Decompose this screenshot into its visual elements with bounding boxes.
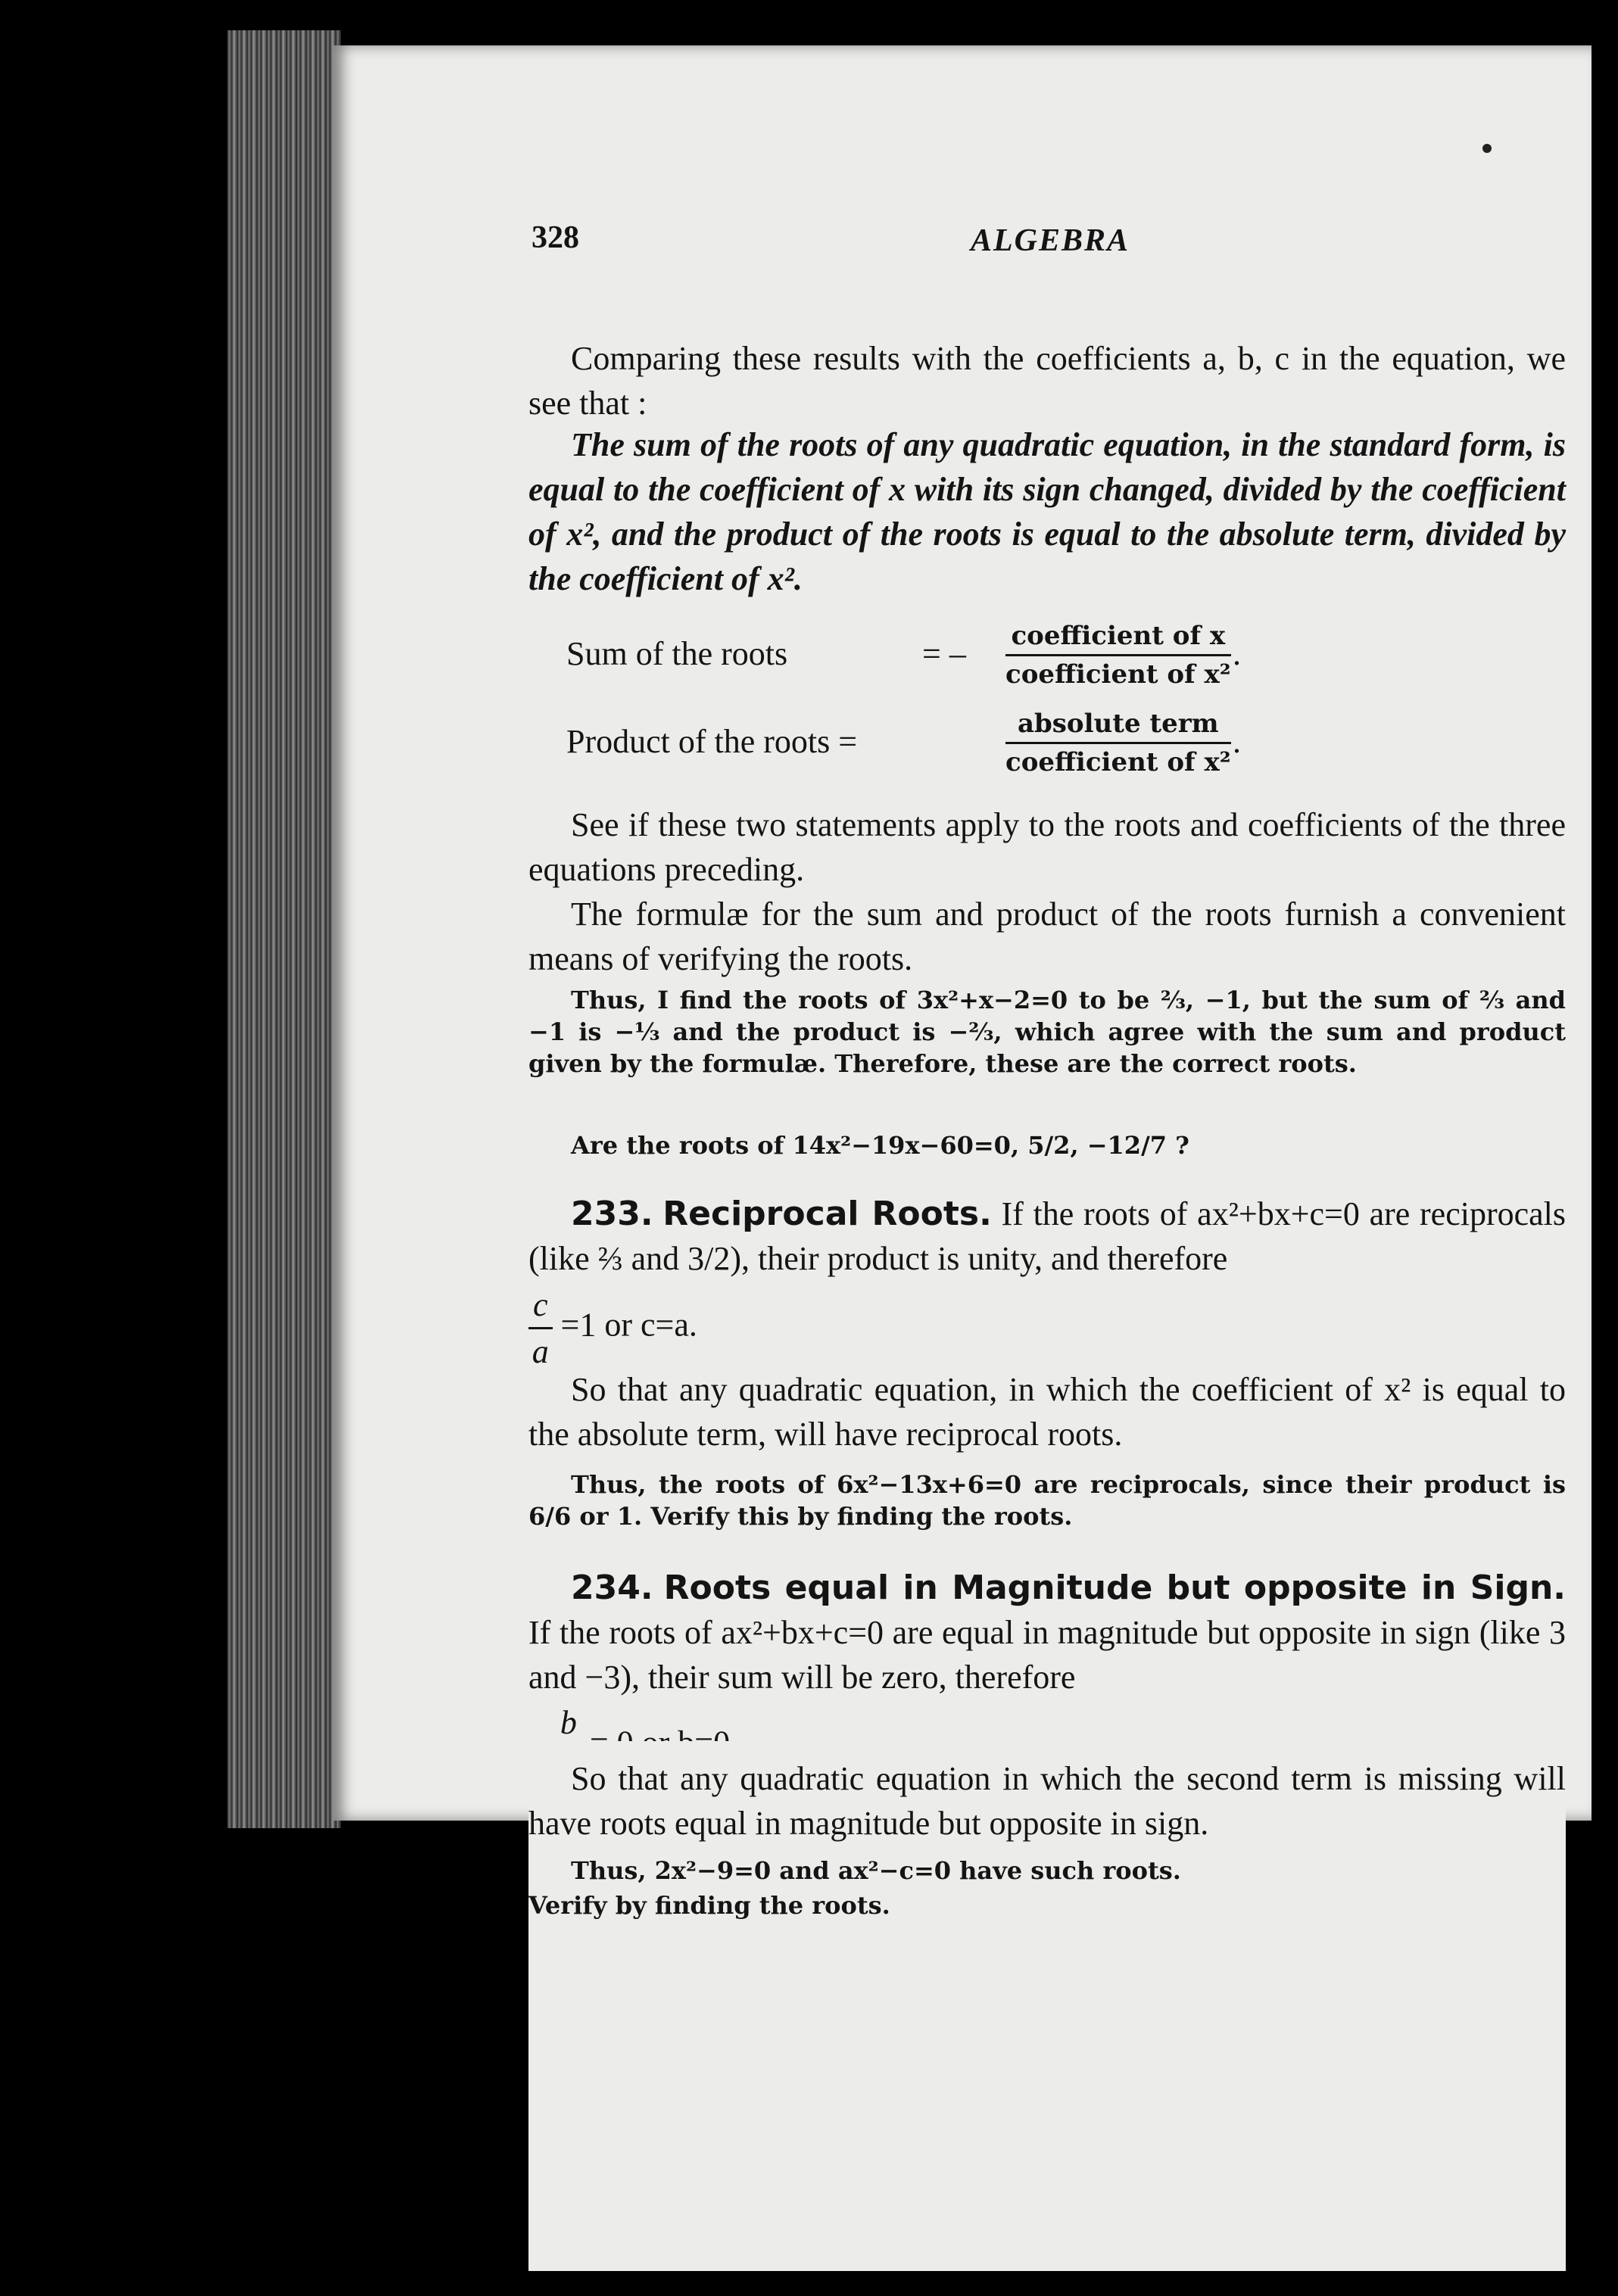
formulae-paragraph: The formulæ for the sum and product of the roots furnish a convenient means of verifying the roots. xyxy=(528,896,1566,977)
see-if-paragraph: See if these two statements apply to the roots and coefficients of the three equations preceding. xyxy=(528,806,1566,888)
intro-paragraph: Comparing these results with the coefficients a, b, c in the equation, we see that : xyxy=(528,340,1566,422)
section-234-number: 234. xyxy=(571,1569,653,1607)
page-number: 328 xyxy=(532,220,579,255)
section-233 xyxy=(528,1192,1566,1281)
section-233-number: 233. xyxy=(571,1195,653,1233)
section-233-text: If the roots of ax²+bx+c=0 are reciprocals (like ⅔ and 3/2), their product is unity, and therefore xyxy=(528,1195,1567,1277)
rule-statement: The sum of the roots of any quadratic equation, in the standard form, is equal to the coefficient of x with its sign changed, divided by the coefficient of x², and the product of the roots is equal to the absolute term, divided by the coefficient of x². xyxy=(528,426,1566,597)
sum-equals: = – xyxy=(922,635,966,672)
book-page xyxy=(333,45,1592,1821)
example-paragraph-2: Thus, the roots of 6x²−13x+6=0 are reciprocals, since their product is 6/6 or 1. Verify this by finding the roots. xyxy=(528,1470,1566,1531)
sum-numerator: coefficient of x xyxy=(1005,621,1231,656)
formula-sum xyxy=(566,621,1248,704)
sum-period: . xyxy=(1233,635,1241,672)
equation-c-over-a xyxy=(528,1285,697,1371)
book-edge xyxy=(227,30,341,1828)
formula-product xyxy=(566,709,1248,792)
product-label: Product of the roots = xyxy=(566,723,858,760)
example-paragraph-1: Thus, I find the roots of 3x²+x−2=0 to be ⅔, −1, but the sum of ⅔ and −1 is −⅓ and the product is −⅔, which agree with the sum and product given by the formulæ. Therefore, these are the correct roots. xyxy=(528,986,1566,1078)
sum-label: Sum of the roots xyxy=(566,635,788,672)
page-lower xyxy=(528,1741,1566,2271)
text-column xyxy=(528,45,1566,1821)
product-denominator: coefficient of x² xyxy=(1005,747,1231,777)
product-fraction xyxy=(1005,709,1231,777)
b-over-a-numerator: b xyxy=(556,1703,581,1747)
section-234-text: If the roots of ax²+bx+c=0 are equal in magnitude but opposite in sign (like 3 and −3), their sum will be zero, therefore xyxy=(528,1614,1566,1696)
c-over-a-fraction xyxy=(528,1285,553,1371)
section-234-heading: Roots equal in Magnitude but opposite in Sign. xyxy=(663,1569,1566,1607)
so-that-paragraph-1: So that any quadratic equation, in which the coefficient of x² is equal to the absolute term, will have reciprocal roots. xyxy=(528,1371,1566,1453)
c-over-a-tail: =1 or c=a. xyxy=(560,1306,697,1344)
sum-fraction xyxy=(1005,621,1231,690)
section-233-heading: Reciprocal Roots. xyxy=(662,1195,992,1233)
product-period: . xyxy=(1233,723,1241,760)
c-over-a-denominator: a xyxy=(532,1333,549,1370)
question-line: Are the roots of 14x²−19x−60=0, 5/2, −12/7 ? xyxy=(571,1131,1189,1160)
so-that-paragraph-2: So that any quadratic equation in which the second term is missing will have roots equal in magnitude but opposite in sign. xyxy=(528,1760,1566,1842)
verify-line: Verify by finding the roots. xyxy=(528,1891,890,1920)
section-234 xyxy=(528,1565,1566,1699)
sum-denominator: coefficient of x² xyxy=(1005,659,1231,690)
example-paragraph-3: Thus, 2x²−9=0 and ax²−c=0 have such roots. xyxy=(571,1856,1181,1885)
c-over-a-numerator: c xyxy=(528,1285,553,1329)
product-numerator: absolute term xyxy=(1005,709,1231,744)
running-title: ALGEBRA xyxy=(971,223,1130,258)
